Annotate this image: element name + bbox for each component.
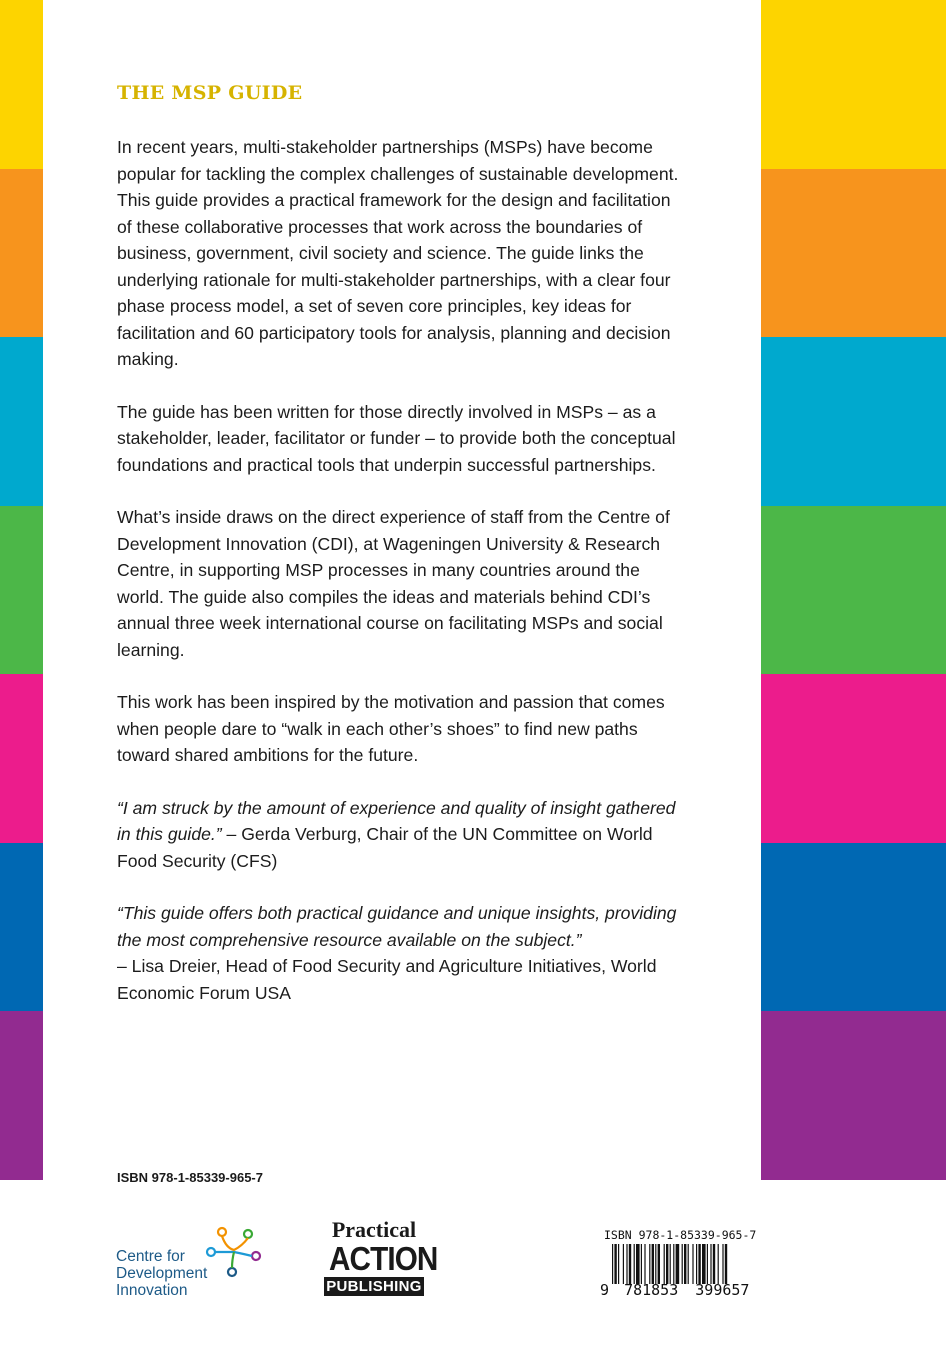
cdi-logo-line: Innovation (116, 1282, 188, 1299)
barcode-first-digit: 9 (600, 1281, 610, 1299)
right-colour-stripes (761, 0, 946, 1180)
quote-text: “This guide offers both practical guidance and unique insights, providing the most comprehensive resource available on the subject.” (117, 903, 677, 950)
publisher-logo-line: ACTION (329, 1240, 438, 1277)
cdi-logo (116, 1248, 207, 1299)
paragraph-audience: The guide has been written for those directly involved in MSPs – as a stakeholder, leader, facilitator or funder – to provide both the conceptual foundations and practical tools that underpin successful partnerships. (117, 401, 676, 475)
publisher-logo-line: Practical (331, 1217, 417, 1242)
colour-stripe (761, 0, 946, 169)
colour-stripe (761, 337, 946, 506)
back-cover-text (117, 82, 687, 1032)
barcode (600, 1228, 780, 1304)
colour-stripe (0, 337, 43, 506)
isbn-label: ISBN 978-1-85339-965-7 (117, 1170, 263, 1185)
barcode-group: 781853 (624, 1281, 679, 1299)
quote-attribution: – Gerda Verburg, Chair of the UN Committee on World Food Security (CFS) (117, 824, 653, 871)
paragraph-intro: In recent years, multi-stakeholder partnerships (MSPs) have become popular for tackling the complex challenges of sustainable development. This guide provides a practical framework for the design and facilitation of these collaborative processes that work across the boundaries of business, government, civil society and science. The guide links the underlying rationale for multi-stakeholder partnerships, with a clear four phase process model, a set of seven core principles, key ideas for facilitation and 60 participatory tools for analysis, planning and decision making. (117, 137, 679, 369)
paragraph-inspiration: This work has been inspired by the motivation and passion that comes when people dare to “walk in each other’s shoes” to find new paths toward shared ambitions for the future. (117, 692, 665, 765)
colour-stripe (0, 843, 43, 1012)
colour-stripe (0, 0, 43, 169)
page-title: THE MSP GUIDE (117, 82, 303, 104)
cdi-logo-line: Development (116, 1265, 208, 1282)
endorsement-quote (117, 795, 687, 875)
colour-stripe (0, 169, 43, 338)
endorsement-quote (117, 900, 687, 1006)
colour-stripe (0, 506, 43, 675)
barcode-isbn-label: ISBN 978-1-85339-965-7 (604, 1228, 757, 1242)
quote-text: “I am struck by the amount of experience and quality of insight gathered in this guide.” (117, 797, 676, 844)
colour-stripe (761, 1011, 946, 1180)
quote-attribution: – Lisa Dreier, Head of Food Security and Agriculture Initiatives, World Economic Forum USA (117, 956, 657, 1003)
paragraph-background: What’s inside draws on the direct experience of staff from the Centre of Development Innovation (CDI), at Wageningen University & Research Centre, in supporting MSP processes in many countries around the world. The guide also compiles the ideas and materials behind CDI’s annual three week international course on facilitating MSPs and social learning. (117, 507, 670, 660)
colour-stripe (761, 674, 946, 843)
barcode-digits (600, 1281, 749, 1299)
left-colour-stripes (0, 0, 43, 1180)
colour-stripe (761, 506, 946, 675)
publisher-logo-line: PUBLISHING (324, 1277, 424, 1296)
barcode-group: 399657 (695, 1281, 750, 1299)
colour-stripe (761, 843, 946, 1012)
colour-stripe (0, 674, 43, 843)
cdi-logo-line: Centre for (116, 1248, 185, 1265)
colour-stripe (761, 169, 946, 338)
colour-stripe (0, 1011, 43, 1180)
publisher-logo (324, 1217, 438, 1296)
